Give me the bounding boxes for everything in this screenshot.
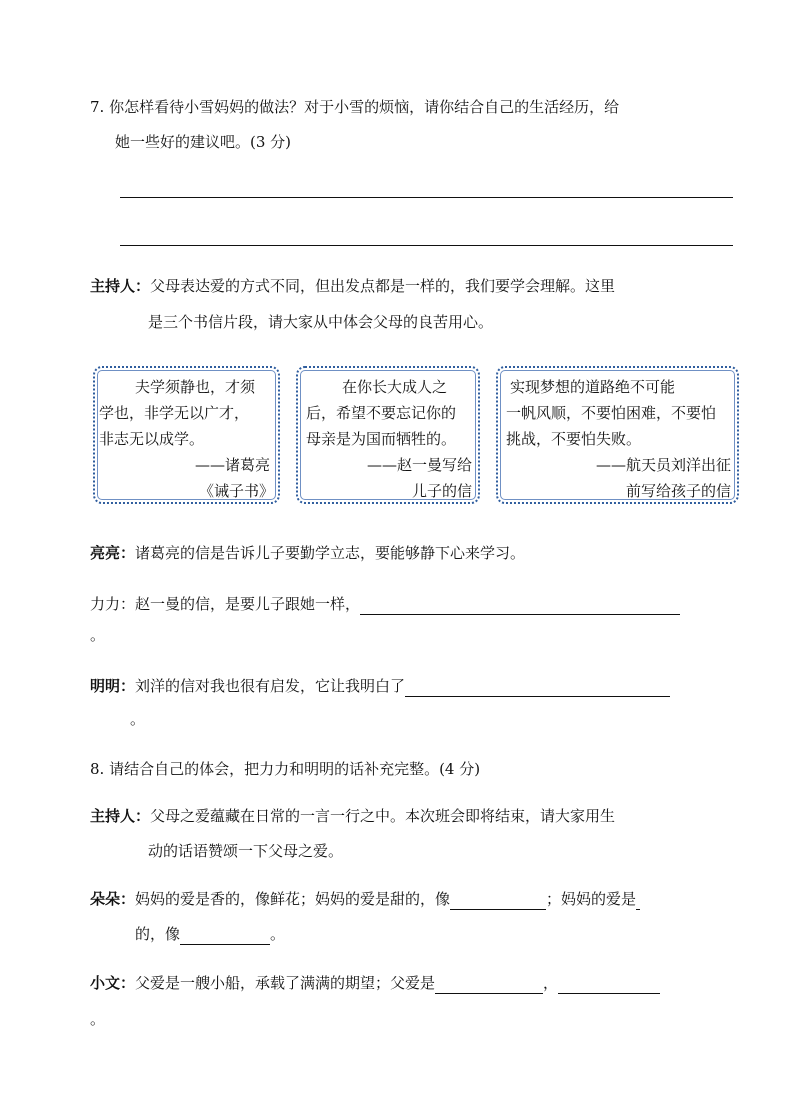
host-intro-line-2: 是三个书信片段，请大家从中体会父母的良苦用心。 <box>148 313 494 331</box>
card-2-line-3: 母亲是为国而牺牲的。 <box>306 430 457 448</box>
xiaowen-blank-2[interactable] <box>558 975 660 994</box>
liangliang-line <box>90 542 525 564</box>
duoduo-text-1b: ；妈妈的爱是 <box>546 890 637 908</box>
answer-line-1[interactable] <box>120 197 733 198</box>
host-intro-line-1 <box>90 275 615 297</box>
card-2-attribution-1: ——赵一曼写给 <box>366 456 472 474</box>
duoduo-text-2a: 的，像 <box>135 925 181 943</box>
duoduo-text-1a: 妈妈的爱是香的，像鲜花；妈妈的爱是甜的，像 <box>135 890 451 908</box>
letter-card-zhuge-liang <box>93 366 280 504</box>
host-closing-text-1: 父母之爱蕴藏在日常的一言一行之中。本次班会即将结束，请大家用生 <box>150 807 616 825</box>
xiaowen-line <box>90 972 660 994</box>
lili-answer-blank[interactable] <box>360 596 680 615</box>
mingming-text: 刘洋的信对我也很有启发，它让我明白了 <box>135 677 406 695</box>
host-closing-line-1 <box>90 805 615 827</box>
letter-card-zhao-yiman <box>296 366 480 504</box>
duoduo-line-1 <box>90 888 640 910</box>
card-3-attribution-1: ——航天员刘洋出征 <box>595 456 731 474</box>
speaker-mingming: 明明： <box>90 677 136 695</box>
card-3-line-2: 一帆风顺，不要怕困难，不要怕 <box>506 404 717 422</box>
question-7-line-1: 7. 你怎样看待小雪妈妈的做法？对于小雪的烦恼，请你结合自己的生活经历，给 <box>90 98 620 116</box>
answer-line-2[interactable] <box>120 245 733 246</box>
speaker-liangliang: 亮亮： <box>90 544 136 562</box>
xiaowen-end-punct: 。 <box>90 1010 106 1028</box>
duoduo-blank-1[interactable] <box>450 891 546 910</box>
card-1-line-2: 学也，非学无以广才， <box>99 404 250 422</box>
mingming-line <box>90 675 670 697</box>
card-3-attribution-2: 前写给孩子的信 <box>625 482 731 500</box>
speaker-host: 主持人： <box>90 277 151 295</box>
card-2-attribution-2: 儿子的信 <box>411 482 472 500</box>
duoduo-blank-3[interactable] <box>180 926 270 945</box>
card-3-line-3: 挑战，不要怕失败。 <box>506 430 642 448</box>
card-2-line-1: 在你长大成人之 <box>342 378 448 396</box>
duoduo-line-2 <box>135 923 285 945</box>
card-1-line-1: 夫学须静也，才须 <box>135 378 256 396</box>
question-7-line-2: 她一些好的建议吧。(3 分) <box>115 133 292 151</box>
xiaowen-text: 父爱是一艘小船，承载了满满的期望；父爱是 <box>135 974 436 992</box>
question-8: 8. 请结合自己的体会，把力力和明明的话补充完整。(4 分) <box>90 760 481 778</box>
host-intro-text-1: 父母表达爱的方式不同，但出发点都是一样的，我们要学会理解。这里 <box>150 277 616 295</box>
speaker-duoduo: 朵朵： <box>90 890 136 908</box>
host-closing-line-2: 动的话语赞颂一下父母之爱。 <box>148 842 344 860</box>
speaker-xiaowen: 小文： <box>90 974 136 992</box>
speaker-host-2: 主持人： <box>90 807 151 825</box>
lili-line <box>90 593 680 615</box>
card-1-attribution-1: ——诸葛亮 <box>194 456 270 474</box>
card-1-line-3: 非志无以成学。 <box>99 430 205 448</box>
card-3-line-1: 实现梦想的道路绝不可能 <box>510 378 676 396</box>
lili-end-punct: 。 <box>90 626 106 644</box>
letter-card-liu-yang <box>496 366 739 504</box>
card-2-line-2: 后，希望不要忘记你的 <box>306 404 457 422</box>
mingming-end-punct: 。 <box>130 710 146 728</box>
card-1-attribution-2: 《诫子书》 <box>198 482 274 500</box>
duoduo-blank-2[interactable] <box>636 891 640 910</box>
duoduo-text-2b: 。 <box>270 925 286 943</box>
xiaowen-comma: ， <box>543 974 559 992</box>
lili-text: 力力：赵一曼的信，是要儿子跟她一样， <box>90 595 361 613</box>
xiaowen-blank-1[interactable] <box>435 975 543 994</box>
liangliang-text: 诸葛亮的信是告诉儿子要勤学立志，要能够静下心来学习。 <box>135 544 526 562</box>
mingming-answer-blank[interactable] <box>405 678 670 697</box>
